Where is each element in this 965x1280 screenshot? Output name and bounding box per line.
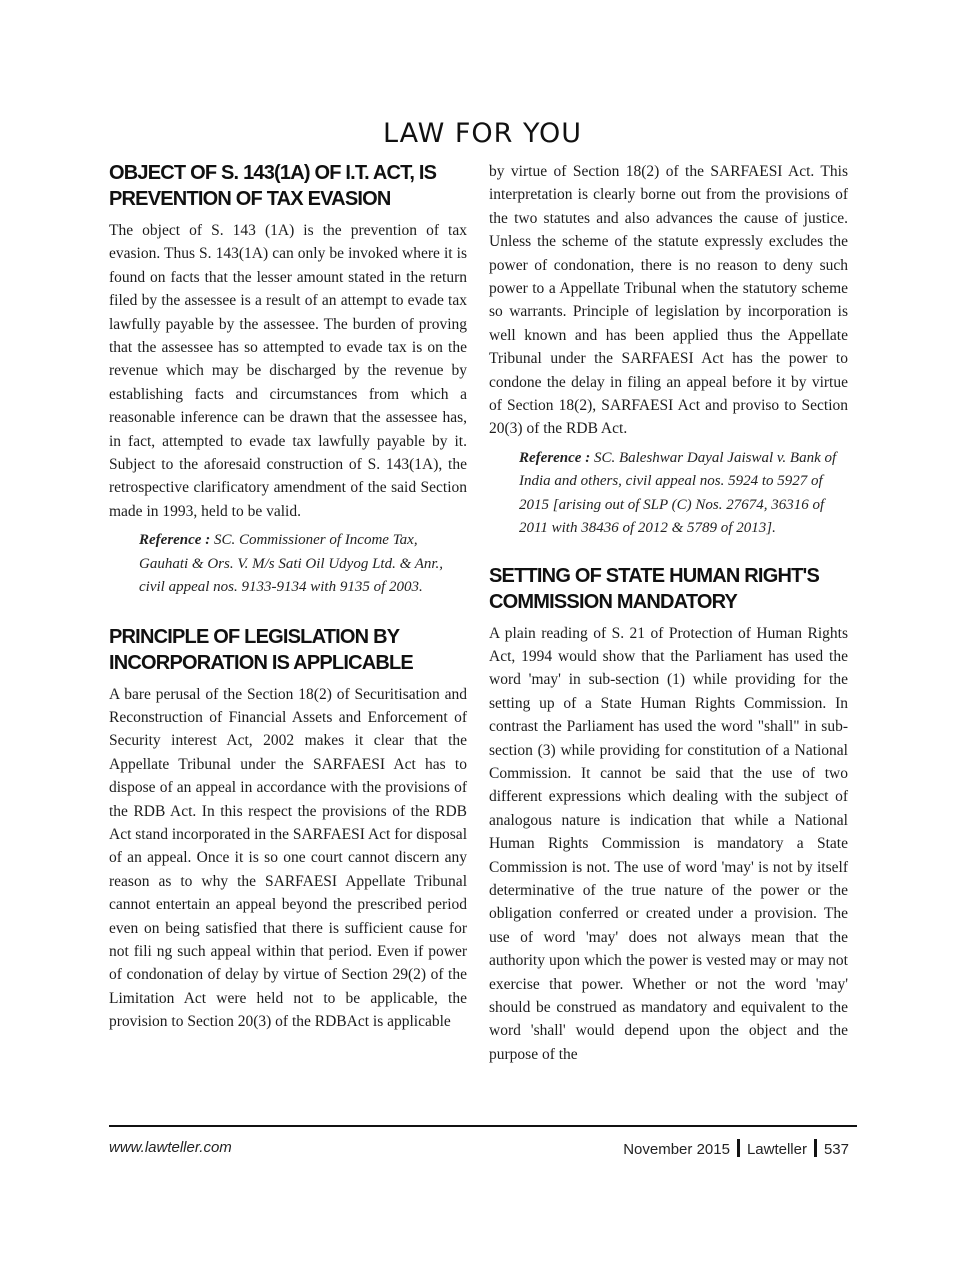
- footer-info: [623, 1139, 849, 1158]
- footer-publication: Lawteller: [746, 1141, 807, 1158]
- footer-website: www.lawteller.com: [109, 1139, 232, 1156]
- reference-text: SC. Baleshwar Dayal Jaiswal v. Bank of India and others, civil appeal nos. 5924 to 5927 of 2015 [arising out of SLP (C) Nos. 27674, 36316 of 2011 with 38436 of 2012 & 5789 of 2013].: [519, 449, 837, 537]
- right-column: [489, 160, 848, 1066]
- section-body-object-of-143-1a: The object of S. 143 (1A) is the prevention of tax evasion. Thus S. 143(1A) can only be invoked where it is found on facts that the lesser amount stated in the return filed by the assessee is a result of an attempt to evade tax lawfully payable by the assessee. The burden of proving that the assessee has so attempted to evade tax is on the revenue which may be discharged by the revenue by establishing facts and circumstances from which a reasonable inference can be drawn that the assessee has, in fact, attempted to evade tax lawfully payable by it. Subject to the aforesaid construction of S. 143(1A), the retrospective clarificatory amendment of the said Section made in 1993, held to be valid.: [109, 222, 467, 520]
- page-title: LAW FOR YOU: [382, 118, 583, 149]
- footer-divider: [109, 1125, 857, 1127]
- reference-143-1a: [139, 529, 467, 599]
- section-body-human-rights-commission: A plain reading of S. 21 of Protection of Human Rights Act, 1994 would show that the Parliament has used the word 'may' in sub-section (1) while providing for the setting up of a State Human Rights Commission. In contrast the Parliament has used the word "shall" in sub-section (3) while providing for constitution of a National Commission. It cannot be said that the use of two different expressions which dealing with the subject of analogous nature is indication that while a National Human Rights Commission is mandatory a State Commission is not. The use of word 'may' is not by itself determinative of the true nature of the power or the obligation conferred or created under a provision. The use of word 'may' does not always mean that the authority upon which the power is vested may or may not exercise that power. Whether or not the word 'may' should be construed as mandatory and equivalent to the word 'shall' would depend upon the object and the purpose of the: [489, 624, 848, 1063]
- reference-text: SC. Commissioner of Income Tax, Gauhati & Ors. V. M/s Sati Oil Udyog Ltd. & Anr., civil appeal nos. 9133-9134 with 9135 of 2003.: [139, 532, 444, 596]
- reference-label: Reference :: [519, 449, 591, 466]
- footer-separator: [814, 1139, 817, 1157]
- footer-separator: [737, 1139, 740, 1157]
- section-heading-object-of-143-1a: OBJECT OF S. 143(1A) OF I.T. ACT, IS PREVENTION OF TAX EVASION: [109, 162, 437, 210]
- reference-label: Reference :: [139, 532, 211, 549]
- section-body-legislation-by-incorporation: A bare perusal of the Section 18(2) of Securitisation and Reconstruction of Financial Assets and Enforcement of Security interest Act, 2002 makes it clear that the Appellate Tribunal under the SARFAESI Act has to dispose of an appeal in accordance with the provisions of the RDB Act. In this respect the provisions of the RDB Act stand incorporated in the SARFAESI Act for disposal of an appeal. Once it is so one court cannot discern any reason as to why the SARFAESI Appellate Tribunal cannot entertain an appeal beyond the prescribed period even on being satisfied that there is sufficient cause for not fili ng such appeal within that period. Even if power of condonation of delay by virtue of Section 29(2) of the Limitation Act were held not to be applicable, the provision to Section 20(3) of the RDBAct is applicable: [109, 685, 467, 1031]
- footer-date: November 2015: [623, 1141, 730, 1158]
- reference-sarfaesi: [519, 447, 848, 541]
- section-heading-legislation-by-incorporation: PRINCIPLE OF LEGISLATION BY INCORPORATION IS APPLICABLE: [109, 625, 413, 674]
- left-column: [109, 160, 467, 1034]
- section-heading-human-rights-commission: SETTING OF STATE HUMAN RIGHT'S COMMISSION MANDATORY: [489, 564, 820, 613]
- section-body-legislation-continued: by virtue of Section 18(2) of the SARFAESI Act. This interpretation is clearly borne out from the provisions of the two statutes and also advances the cause of justice. Unless the scheme of the statute expressly excludes the power of condonation, there is no reason to deny such power to a Appellate Tribunal when the statutory scheme so warrants. Principle of legislation by incorporation is well known and has been applied thus the Appellate Tribunal under the SARFAESI Act has the power to condone the delay in filing an appeal before it by virtue of Section 18(2), SARFAESI Act and proviso to Section 20(3) of the RDB Act.: [489, 163, 848, 438]
- footer-page-number: 537: [823, 1141, 849, 1158]
